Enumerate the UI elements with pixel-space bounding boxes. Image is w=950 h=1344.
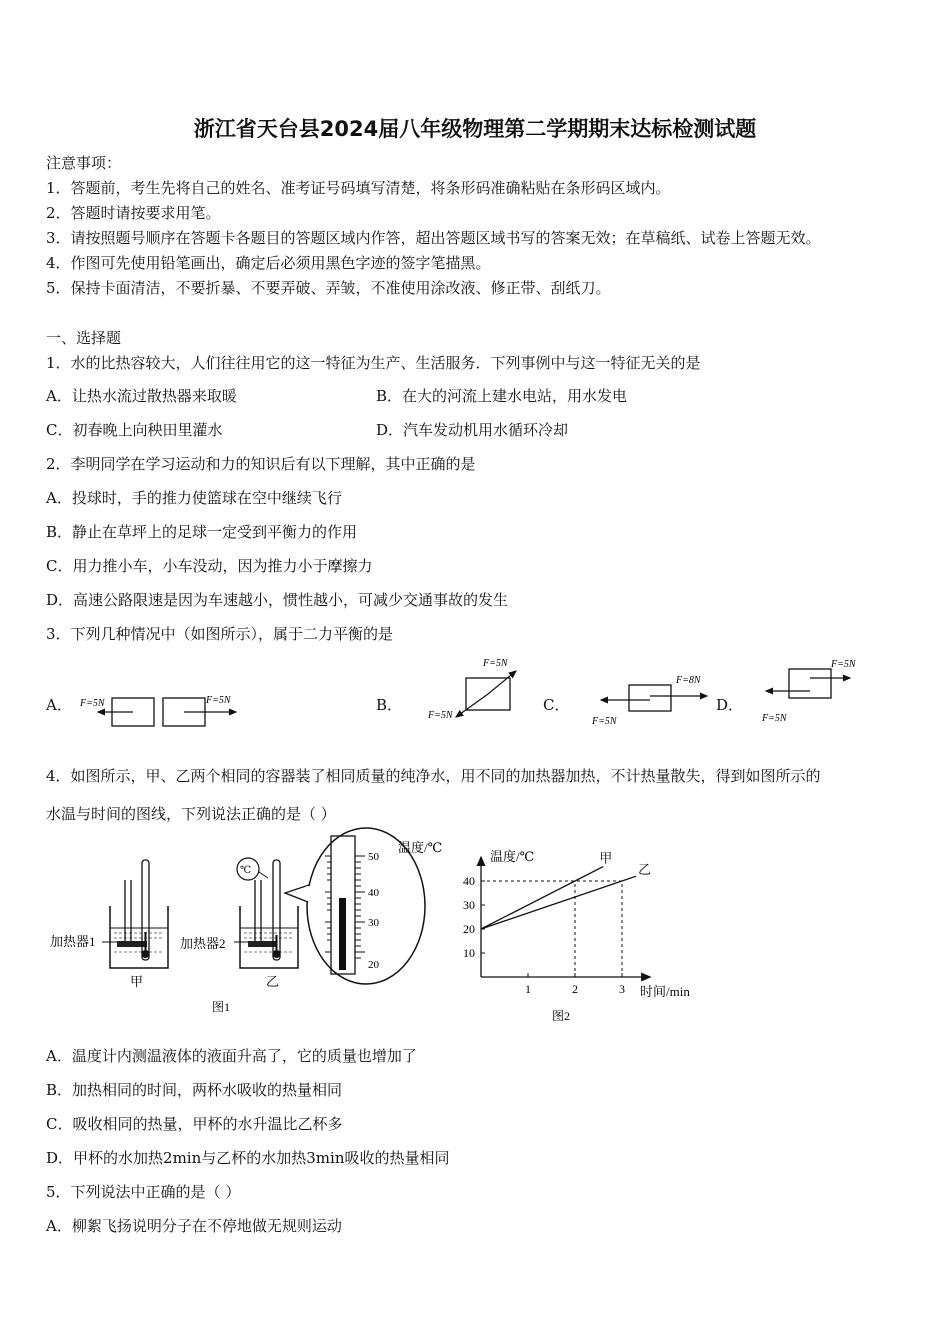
heater-2-label: 加热器2	[180, 936, 226, 951]
q2-option-a: A．投球时，手的推力使篮球在空中继续飞行	[46, 489, 342, 507]
q4-stem-line1: 4．如图所示，甲、乙两个相同的容器装了相同质量的纯净水，用不同的加热器加热，不计热量散失，得到如图所示的	[46, 767, 821, 785]
q3-stem: 3．下列几种情况中（如图所示），属于二力平衡的是	[46, 625, 394, 643]
q3-option-c: C．	[543, 696, 570, 714]
q4-option-c: C．吸收相同的热量，甲杯的水升温比乙杯多	[46, 1115, 343, 1133]
page-title: 浙江省天台县2024届八年级物理第二学期期末达标检测试题	[193, 117, 757, 141]
note-item: 3．请按照题号顺序在答题卡各题目的答题区域内作答，超出答题区域书写的答案无效；在草稿纸、试卷上答题无效。	[46, 229, 821, 247]
note-item: 2．答题时请按要求用笔。	[46, 204, 221, 222]
heater-1-label: 加热器1	[50, 934, 96, 949]
q2-option-d: D．高速公路限速是因为车速越小，惯性越小，可减少交通事故的发生	[46, 591, 509, 609]
celsius-symbol: ℃	[240, 865, 252, 876]
q2-option-c: C．用力推小车，小车没动，因为推力小于摩擦力	[46, 557, 373, 575]
q1-option-d: D．汽车发动机用水循环冷却	[376, 421, 569, 439]
chart-y-tick-label: 40	[463, 874, 475, 888]
beaker-yi-label: 乙	[266, 974, 280, 989]
chart-y-tick-label: 10	[463, 946, 475, 960]
chart-x-tick-label: 2	[572, 982, 578, 996]
force-label: F=5N	[592, 716, 617, 727]
scale-unit-label: 温度/℃	[398, 840, 443, 855]
q3-option-a: A．	[46, 696, 72, 714]
q1-option-b: B．在大的河流上建水电站，用水发电	[376, 387, 628, 405]
force-label: F=5N	[831, 659, 856, 670]
note-item: 1．答题前，考生先将自己的姓名、准考证号码填写清楚，将条形码准确粘贴在条形码区域内。	[46, 179, 671, 197]
q2-option-b: B．静止在草坪上的足球一定受到平衡力的作用	[46, 523, 358, 541]
q1-option-a: A．让热水流过散热器来取暖	[46, 387, 237, 405]
chart-x-tick-label: 3	[619, 982, 625, 996]
notes-heading: 注意事项：	[46, 154, 122, 172]
q2-stem: 2．李明同学在学习运动和力的知识后有以下理解，其中正确的是	[46, 455, 476, 473]
chart-y-axis-label: 温度/℃	[490, 849, 535, 864]
figure-1-caption: 图1	[212, 1000, 231, 1014]
chart-y-tick-label: 30	[463, 898, 475, 912]
chart-series-line-jia	[481, 867, 603, 929]
scale-tick-label: 20	[368, 959, 379, 971]
note-item: 4．作图可先使用铅笔画出，确定后必须用黑色字迹的签字笔描黑。	[46, 254, 491, 272]
force-label: F=5N	[762, 713, 787, 724]
force-label: F=5N	[80, 698, 105, 709]
q5-option-a: A．柳絮飞扬说明分子在不停地做无规则运动	[46, 1217, 342, 1235]
beaker-jia-label: 甲	[130, 974, 144, 989]
q4-stem-line2: 水温与时间的图线，下列说法正确的是（ ）	[46, 805, 336, 823]
scale-tick-label: 50	[368, 851, 379, 863]
q3-option-b: B．	[376, 696, 403, 714]
section-heading: 一、选择题	[46, 329, 122, 347]
q5-stem: 5．下列说法中正确的是（ ）	[46, 1183, 241, 1201]
q4-option-d: D．甲杯的水加热2min与乙杯的水加热3min吸收的热量相同	[46, 1149, 450, 1167]
scale-tick-label: 40	[368, 887, 379, 899]
chart-x-axis-label: 时间/min	[640, 984, 690, 999]
q4-option-b: B．加热相同的时间，两杯水吸收的热量相同	[46, 1081, 343, 1099]
chart-series-label: 甲	[599, 850, 613, 866]
note-item: 5．保持卡面清洁，不要折暴、不要弄破、弄皱，不准使用涂改液、修正带、刮纸刀。	[46, 279, 611, 297]
q1-option-c: C．初春晚上向秧田里灌水	[46, 421, 223, 439]
force-label: F=8N	[676, 675, 701, 686]
q1-stem: 1．水的比热容较大，人们往往用它的这一特征为生产、生活服务．下列事例中与这一特征无关的是	[46, 354, 701, 372]
chart-x-tick-label: 1	[525, 982, 531, 996]
chart-y-tick-label: 20	[463, 922, 475, 936]
force-label: F=5N	[428, 710, 453, 721]
q4-option-a: A．温度计内测温液体的液面升高了，它的质量也增加了	[46, 1047, 417, 1065]
chart-series-line-yi	[481, 876, 636, 929]
force-label: F=5N	[483, 658, 508, 669]
q3-option-d: D．	[716, 696, 744, 714]
chart-series-label: 乙	[638, 862, 652, 878]
force-label: F=5N	[206, 695, 231, 706]
chart-caption: 图2	[552, 1009, 571, 1023]
scale-tick-label: 30	[368, 917, 379, 929]
